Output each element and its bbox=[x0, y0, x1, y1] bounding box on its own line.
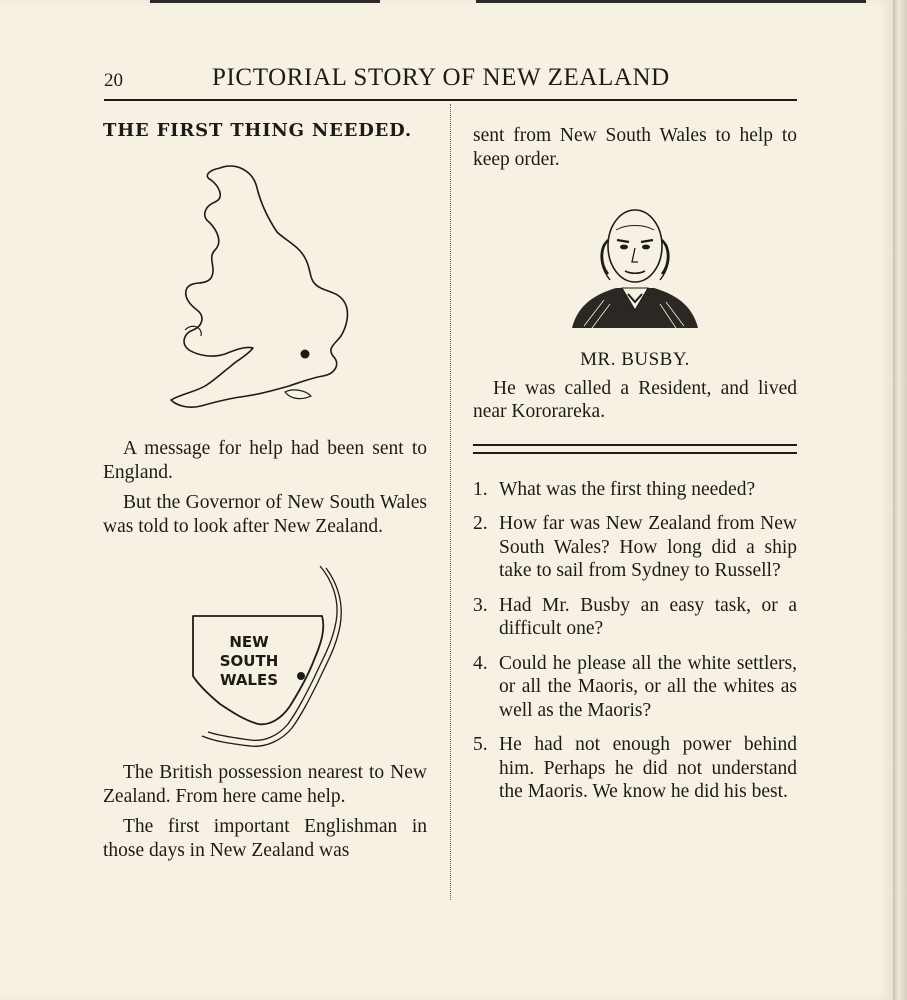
paragraph-first-englishman: The first important Englishman in those days in New Zealand was bbox=[103, 816, 427, 861]
page-number: 20 bbox=[104, 70, 123, 91]
map-label-line: SOUTH bbox=[219, 652, 279, 670]
page-header bbox=[104, 64, 797, 98]
list-item bbox=[473, 512, 797, 583]
question-text: Had Mr. Busby an easy task, or a difficult one? bbox=[499, 594, 797, 639]
page-edge bbox=[893, 0, 907, 1000]
top-edge-rule bbox=[476, 0, 866, 3]
question-number: 1. bbox=[473, 478, 488, 500]
paragraph-message-for-help: A message for help had been sent to England. bbox=[103, 438, 427, 483]
section-double-rule bbox=[473, 444, 797, 454]
section-heading: THE FIRST THING NEEDED. bbox=[103, 120, 412, 141]
running-title: PICTORIAL STORY OF NEW ZEALAND bbox=[212, 64, 670, 91]
map-label-line: WALES bbox=[219, 671, 279, 689]
question-number: 4. bbox=[473, 652, 488, 674]
column-divider bbox=[450, 104, 451, 900]
list-item bbox=[473, 652, 797, 723]
list-item bbox=[473, 594, 797, 641]
list-item bbox=[473, 478, 797, 502]
question-text: How far was New Zealand from New South Wales? How long did a ship take to sail from Sydney to Russell? bbox=[499, 513, 797, 581]
question-number: 3. bbox=[473, 594, 488, 616]
top-edge-rule bbox=[150, 0, 380, 3]
question-number: 5. bbox=[473, 734, 488, 755]
portrait-caption: MR. BUSBY. bbox=[580, 349, 690, 370]
map-label-new-south-wales bbox=[214, 633, 284, 690]
list-item bbox=[473, 733, 797, 804]
question-number: 2. bbox=[473, 513, 488, 534]
paragraph-sent-from-nsw: sent from New South Wales to help to keep order. bbox=[473, 125, 797, 170]
header-rule bbox=[104, 99, 797, 101]
paragraph-british-possession: The British possession nearest to New Zealand. From here came help. bbox=[103, 762, 427, 807]
question-list bbox=[473, 478, 797, 804]
paragraph-resident: He was called a Resident, and lived near Kororareka. bbox=[473, 377, 797, 422]
busby-portrait-icon bbox=[570, 200, 700, 330]
question-text: What was the first thing needed? bbox=[499, 478, 756, 500]
england-outline-map-icon bbox=[165, 160, 360, 415]
paragraph-governor: But the Governor of New South Wales was told to look after New Zealand. bbox=[103, 492, 427, 537]
question-text: He had not enough power behind him. Perhaps he did not understand the Maoris. We know he did his best. bbox=[499, 734, 797, 802]
map-label-line: NEW bbox=[229, 633, 269, 651]
question-text: Could he please all the white settlers, or all the Maoris, or all the whites as well as the Maoris? bbox=[499, 652, 797, 721]
